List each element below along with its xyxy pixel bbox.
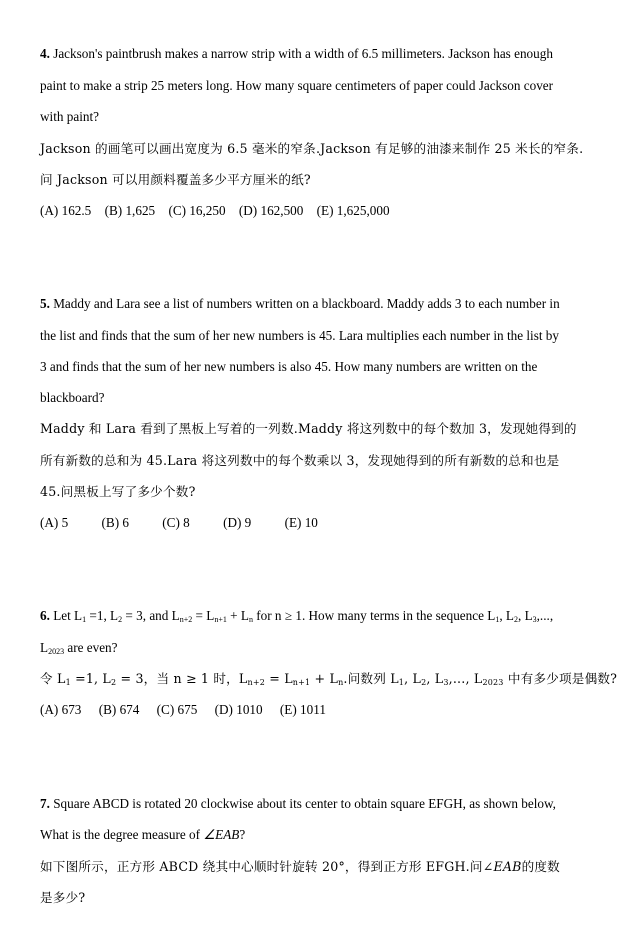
q7-angle-symbol: ∠EAB — [203, 827, 240, 842]
q5-en-line-1 — [40, 296, 600, 312]
q4-en-line-2: paint to make a strip 25 meters long. How many square centimeters of paper could Jackson cover — [40, 78, 554, 93]
q6-text: ,..., — [536, 608, 554, 623]
q5-choice-e: (E) 10 — [284, 515, 318, 530]
q4-choice-c: (C) 16,250 — [168, 203, 226, 218]
q5-number: 5. — [40, 296, 50, 311]
q4-choice-b: (B) 1,625 — [104, 203, 156, 218]
q6-sub: 1 — [495, 615, 500, 624]
q5-choice-d: (D) 9 — [223, 515, 252, 530]
q4-choices — [40, 203, 600, 219]
q7-en-line-1 — [40, 796, 600, 812]
q6-zh-text: = 3，当 n ≥ 1 时，L — [116, 671, 248, 686]
q4-zh-line-1: Jackson 的画笔可以画出宽度为 6.5 毫米的窄条.Jackson 有足够的油漆来制作 25 米长的窄条. — [40, 141, 584, 156]
q5-en-line-4: blackboard? — [40, 390, 105, 405]
q6-text: are even? — [64, 640, 118, 655]
q4-choice-d: (D) 162,500 — [238, 203, 304, 218]
q6-en-line-2 — [40, 640, 600, 656]
q5-en-text-1: Maddy and Lara see a list of numbers written on a blackboard. Maddy adds 3 to each number in — [49, 296, 560, 311]
q7-number: 7. — [40, 796, 50, 811]
q6-text: + L — [226, 608, 249, 623]
q6-choice-c: (C) 675 — [156, 702, 198, 717]
q4-en-line-3: with paint? — [40, 109, 99, 124]
q5-zh-line-3: 45.问黑板上写了多少个数? — [40, 484, 196, 499]
q6-sub: 2 — [513, 615, 518, 624]
q6-sub: n+2 — [179, 615, 193, 624]
q4-choice-e: (E) 1,625,000 — [316, 203, 390, 218]
q6-zh-text: 中有多少项是偶数? — [503, 671, 618, 686]
q6-zh-sub: 1 — [65, 678, 71, 687]
q6-en-line-1 — [40, 608, 600, 624]
q6-zh-sub: 3 — [443, 678, 449, 687]
q4-en-line-1 — [40, 46, 600, 62]
q6-zh-sub: n+2 — [247, 678, 266, 687]
q6-zh-text: ,..., L — [448, 671, 483, 686]
q5-choice-a: (A) 5 — [40, 515, 69, 530]
q6-zh-text: 令 L — [40, 671, 66, 686]
q6-zh-text: , L — [426, 671, 444, 686]
q7-zh-line-2: 是多少? — [40, 890, 86, 905]
q6-zh-sub: 2023 — [482, 678, 504, 687]
q5-zh-line-2: 所有新数的总和为 45.Lara 将这列数中的每个数乘以 3，发现她得到的所有新数的总和也是 — [40, 453, 560, 468]
q5-zh-line-1: Maddy 和 Lara 看到了黑板上写着的一列数.Maddy 将这列数中的每个数加 3，发现她得到的 — [40, 421, 577, 436]
q6-number: 6. — [40, 608, 50, 623]
q6-zh-sub: 1 — [398, 678, 405, 687]
q7-en-text-2: What is the degree measure of — [40, 827, 204, 842]
q4-number: 4. — [40, 46, 50, 61]
q6-zh-text: + L — [310, 671, 339, 686]
q6-zh-sub: n — [338, 678, 344, 687]
q7-zh-line-1 — [40, 859, 600, 875]
q4-zh-line-2: 问 Jackson 可以用颜料覆盖多少平方厘米的纸? — [40, 172, 311, 187]
q6-text-a: Let L — [49, 608, 83, 623]
q6-sub: 2 — [118, 615, 123, 624]
q7-en-text-1: Square ABCD is rotated 20 clockwise about its center to obtain square EFGH, as shown below, — [49, 796, 556, 811]
q6-text: = 3, and L — [122, 608, 180, 623]
q6-zh-text: .问数列 L — [343, 671, 399, 686]
q6-choice-e: (E) 1011 — [279, 702, 326, 717]
q7-zh-text-1: 如下图所示，正方形 ABCD 绕其中心顺时针旋转 20°，得到正方形 EFGH.问 — [40, 859, 483, 874]
q6-choice-b: (B) 674 — [98, 702, 140, 717]
q5-choice-c: (C) 8 — [162, 515, 190, 530]
q6-sub: 1 — [82, 615, 87, 624]
q6-zh-sub: n+1 — [292, 678, 311, 687]
q6-zh-sub: 2 — [421, 678, 427, 687]
q5-en-line-3: 3 and finds that the sum of her new numbers is also 45. How many numbers are written on the — [40, 359, 538, 374]
q6-zh-text: , L — [404, 671, 422, 686]
q6-text: = L — [192, 608, 215, 623]
q7-en-text-3: ? — [239, 827, 246, 842]
q6-zh-text: =1, L — [70, 671, 111, 686]
q6-choice-a: (A) 673 — [40, 702, 82, 717]
q6-text: , L — [517, 608, 533, 623]
q6-sub: 2023 — [48, 647, 65, 656]
q6-text: =1, L — [86, 608, 119, 623]
q6-sub: 3 — [532, 615, 537, 624]
q6-zh-text: = L — [265, 671, 293, 686]
q6-sub: n — [248, 615, 253, 624]
q7-zh-text-2: 的度数 — [521, 859, 560, 874]
q5-en-line-2: the list and finds that the sum of her new numbers is 45. Lara multiplies each number in the list by — [40, 328, 559, 343]
q7-zh-angle-symbol: ∠EAB — [482, 859, 522, 874]
q6-zh-sub: 2 — [111, 678, 117, 687]
q5-choice-b: (B) 6 — [101, 515, 129, 530]
q6-choices — [40, 702, 600, 718]
q4-en-text-1: Jackson's paintbrush makes a narrow strip with a width of 6.5 millimeters. Jackson has enough — [49, 46, 553, 61]
q6-text: , L — [499, 608, 514, 623]
q6-zh-line-1 — [40, 671, 618, 687]
q7-en-line-2 — [40, 827, 600, 843]
q4-choice-a: (A) 162.5 — [40, 203, 92, 218]
q6-text: L — [40, 640, 49, 655]
q5-choices — [40, 515, 600, 531]
q6-choice-d: (D) 1010 — [214, 702, 263, 717]
q6-sub: n+1 — [214, 615, 227, 624]
q6-text: for n ≥ 1. How many terms in the sequence L — [252, 608, 496, 623]
